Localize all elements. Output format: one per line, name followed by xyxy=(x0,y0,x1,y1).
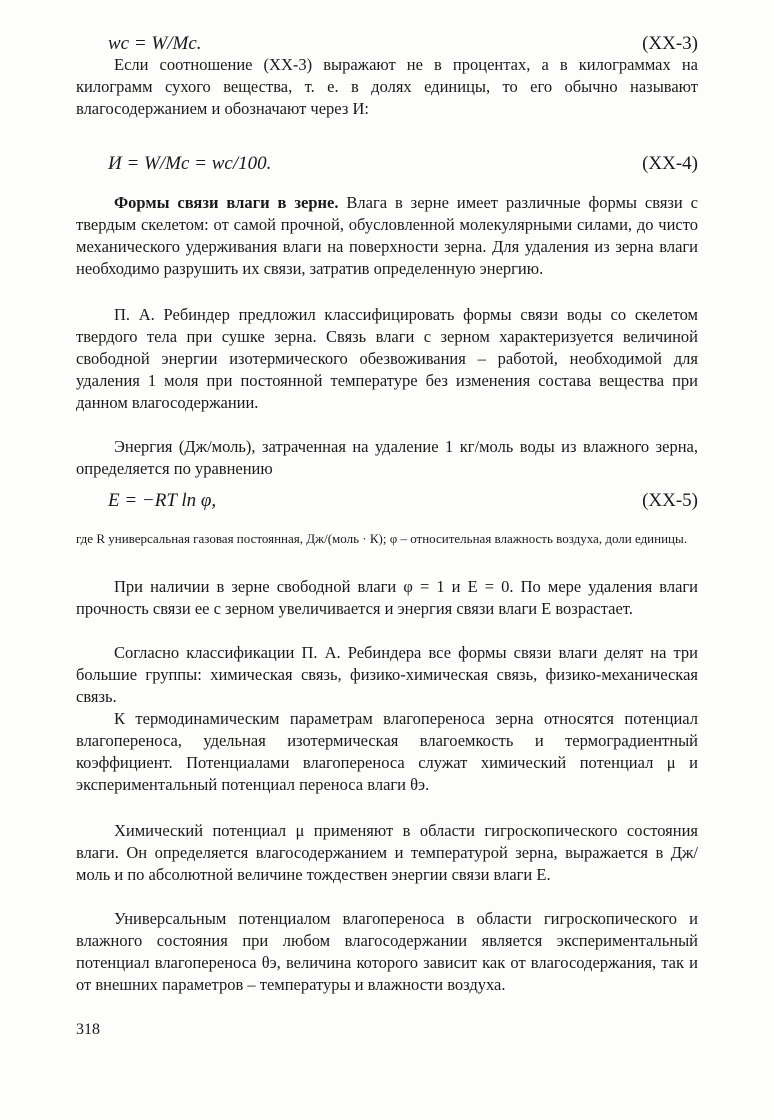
equation-number: (XX-3) xyxy=(642,33,698,54)
page-number: 318 xyxy=(76,1021,100,1038)
paragraph-classification: Согласно классификации П. А. Ребиндера все формы связи влаги делят на три большие группы: химическая связь, физико-химическая связь, физико-механическая связь. xyxy=(76,643,698,706)
paragraph-body: Влага в зерне имеет различные формы связи с твердым скелетом: от самой прочной, обусловленной молекулярными силами, до чисто механического удерживания влаги на поверхности зерна. Для удаления из зерна влаги необходимо разрушить их связи, затратив определенную энергию. xyxy=(76,193,699,278)
equation-expression: И = W/Mс = wс/100. xyxy=(108,153,272,174)
paragraph-rebinder: П. А. Ребиндер предложил классифицировать формы связи воды со скелетом твердого тела при сушке зерна. Связь влаги с зерном характеризуется величиной свободной энергии изотермического обезвоживания – работой, необходимой для удаления 1 моля при постоянной температуре без изменения состава вещества при данном влагосодержании. xyxy=(76,305,698,412)
equation-number: (XX-4) xyxy=(642,153,698,174)
section-heading: Формы связи влаги в зерне. xyxy=(114,193,339,212)
paragraph-universal-potential: Универсальным потенциалом влагопереноса в области гигроскопического и влажного состояния при любом влагосодержании является экспериментальный потенциал влагопереноса θэ, величина которого зависит как от влагосодержания, так и от внешних параметров – температуры и влажности воздуха. xyxy=(76,909,698,994)
paragraph-thermodynamic-parameters: К термодинамическим параметрам влагопереноса зерна относятся потенциал влагопереноса, удельная изотермическая влагоемкость и термоградиентный коэффициент. Потенциалами влагопереноса служат химический потенциал μ и экспериментальный потенциал переноса влаги θэ. xyxy=(76,709,698,794)
paragraph-free-moisture: При наличии в зерне свободной влаги φ = 1 и E = 0. По мере удаления влаги прочность связи ее с зерном увеличивается и энергия связи влаги E возрастает. xyxy=(76,577,698,618)
equation-xx-4 xyxy=(76,150,698,178)
equation-expression: E = −RT ln φ, xyxy=(108,490,217,511)
equation-xx-5 xyxy=(76,487,698,515)
equation-number: (XX-5) xyxy=(642,490,698,511)
equation-note: где R универсальная газовая постоянная, Дж/(моль · К); φ – относительная влажность воздуха, доли единицы. xyxy=(76,531,687,546)
paragraph-energy: Энергия (Дж/моль), затраченная на удаление 1 кг/моль воды из влажного зерна, определяется по уравнению xyxy=(76,437,698,478)
paragraph-moisture-content: Если соотношение (XX-3) выражают не в процентах, а в килограммах на килограмм сухого вещества, т. е. в долях единицы, то его обычно называют влагосодержанием и обозначают через И: xyxy=(76,55,698,118)
paragraph-chemical-potential: Химический потенциал μ применяют в области гигроскопического состояния влаги. Он определяется влагосодержанием и температурой зерна, выражается в Дж/моль и по абсолютной величине тождествен энергии связи влаги E. xyxy=(76,821,698,884)
paragraph-forms-of-binding xyxy=(76,192,698,280)
equation-expression: wс = W/Mс. xyxy=(108,33,202,54)
